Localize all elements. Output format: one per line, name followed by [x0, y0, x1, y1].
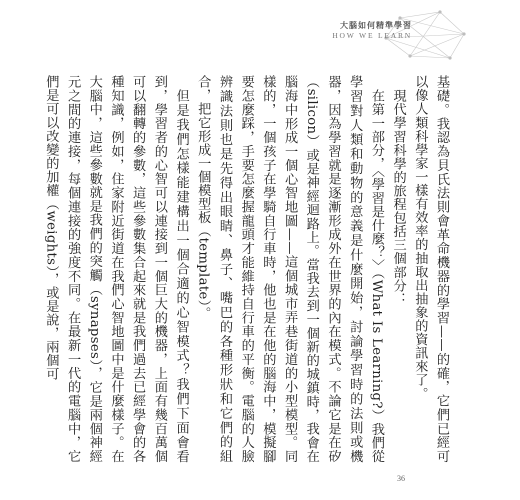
page-number: 36: [397, 474, 405, 483]
book-title-chinese: 大腦如何精準學習: [340, 21, 412, 30]
vertical-body-text: [42, 75, 452, 463]
book-title-english: HOW WE LEARN: [332, 31, 412, 40]
paragraph: 在第一部分，〈學習是什麼？〉（What Is Learning?）我們從學習對人類和動物的意義是什麼開始，討論學習時的法則或機器，因為學習就是逐漸形成外在世界的內在模式。不論它是在矽（silicon）或是神經迴路上。當我去到一個新的城鎮時，我會在腦海中形成一個心智地圖——這個城市弄巷街道的小型模型。同樣的，一個孩子在學騎自行車時，他也是在他的腦海中，模擬腳要怎麼踩，手要怎麼握龍頭才能維持自行車的平衡。電腦的人臉辨識法則也是先得出眼睛、鼻子、嘴巴的各種形狀和它們的組合，把它形成一個模型板（template）。: [195, 75, 384, 463]
paragraph: 但是我們怎樣能建構出一個合適的心智模式？我們下面會看到，學習者的心智可以連接到一個巨大的機器，上面有幾百萬個可以翻轉的參數，這些參數集合起來就是我們過去已經學會的各種知識，例如，住家附近街道在我們心智地圖中是什麼樣子。在大腦中，這些參數就是我們的突觸（synapses），它是兩個神經元之間的連接，每個連接的強度不同。在最新一代的電腦中，它們是可以改變的加權（weights），或是說，兩個可: [43, 75, 189, 463]
paragraph: 現代學習科學的旅程包括三個部分：: [390, 88, 406, 306]
paragraph-continuation: 基礎。我認為貝氏法則會革命機器的學習——的確，它們已經可以像人類科學家一樣有效率的抽取出抽象的資訊來了。: [412, 75, 449, 463]
running-head: [332, 20, 412, 41]
